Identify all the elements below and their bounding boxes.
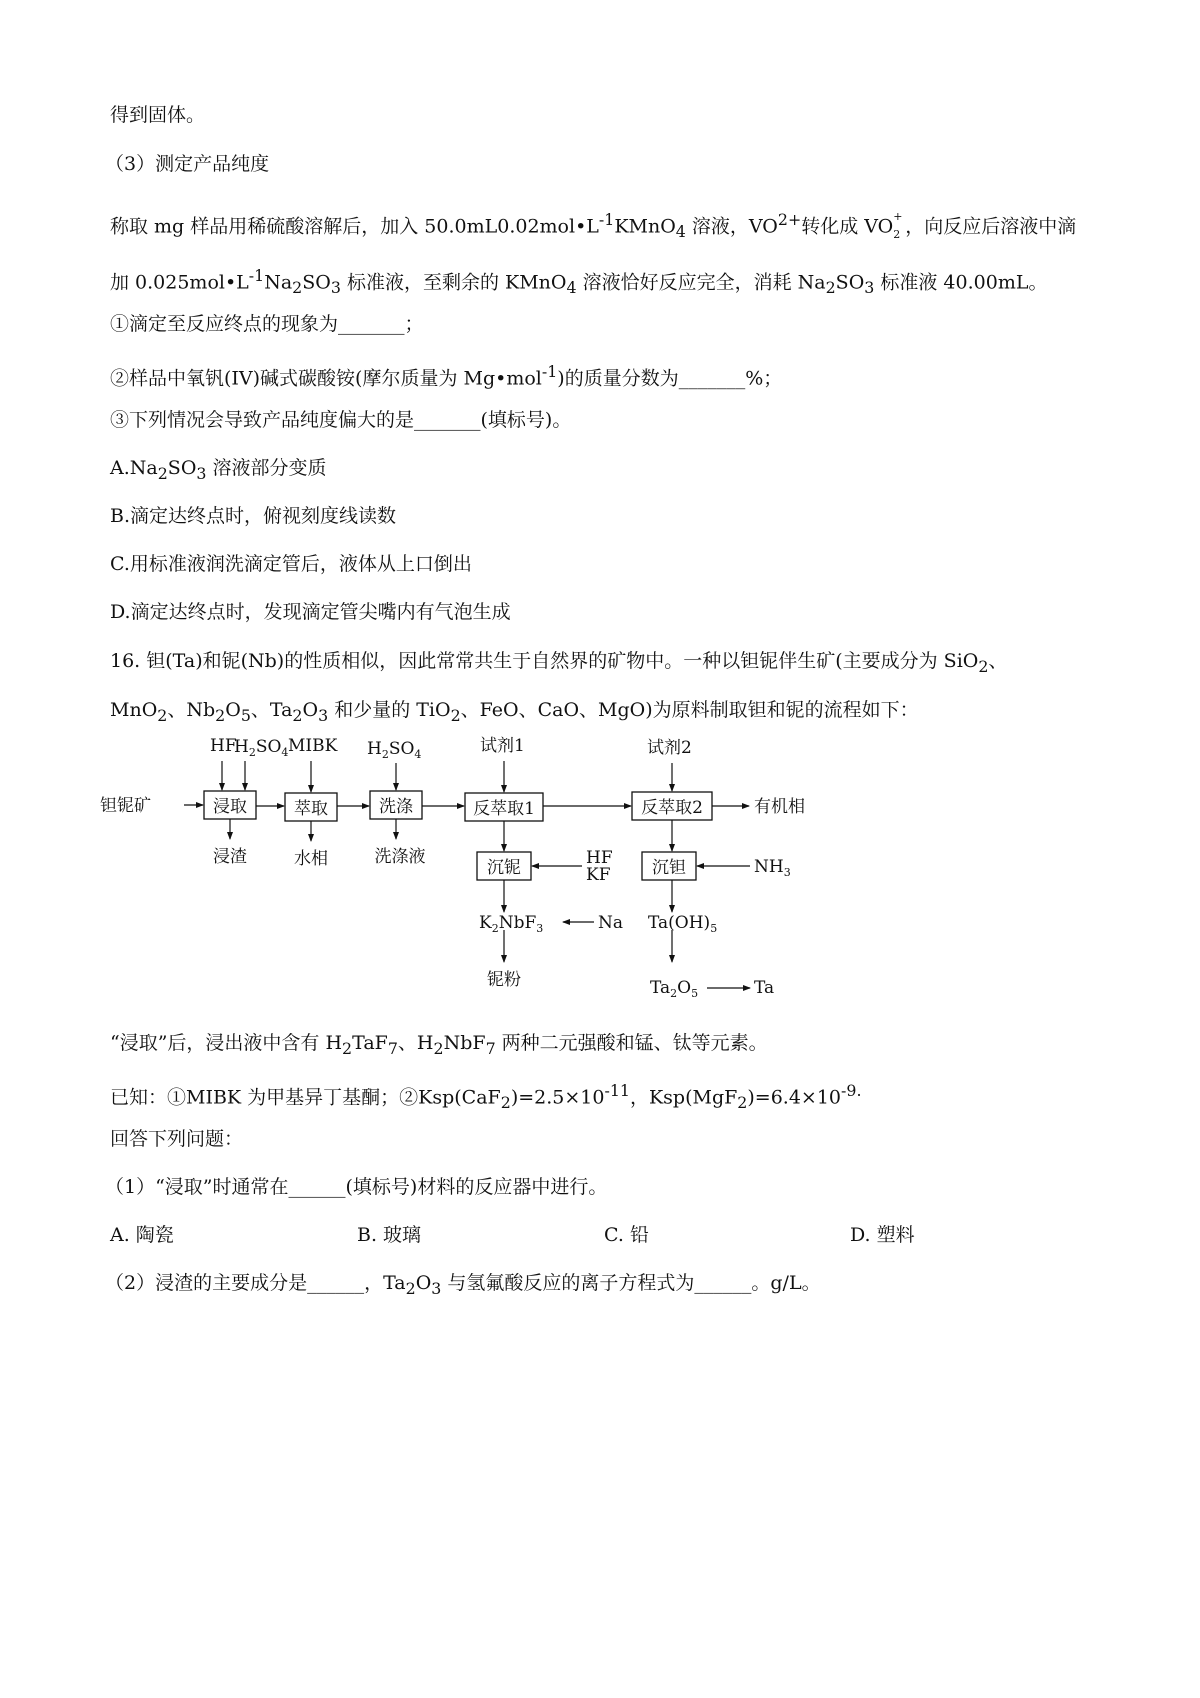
- choice-c: C.用标准液润洗滴定管后，液体从上口倒出: [110, 553, 472, 575]
- question-2: （2）浸渣的主要成分是______，$Ta_2O_3$ 与氢氟酸反应的离子方程式为______。g/L。: [105, 1272, 821, 1298]
- svg-text:试剂2: 试剂2: [647, 738, 692, 758]
- svg-text:NH3: $NH_3$: [754, 857, 791, 879]
- text-line: “浸取”后，浸出液中含有 $H_2TaF_7$、$H_2NbF_7$ 两种二元强酸和锰、钛等元素。: [110, 1032, 768, 1058]
- svg-text:洗涤液: 洗涤液: [374, 847, 426, 867]
- text-line: 称取 mg 样品用稀硫酸溶解后，加入 $50.0mL0.02mol•L^{-1}KMnO_4$ 溶液，$VO^{2+}$转化成 VO + 2 ，向反应后溶液中滴: [110, 210, 1077, 242]
- text-line: ③下列情况会导致产品纯度偏大的是_______(填标号)。: [110, 409, 572, 431]
- svg-text:HF: HF: [210, 736, 237, 756]
- text-line: 得到固体。: [110, 104, 206, 126]
- svg-text:铌粉: 铌粉: [487, 970, 521, 990]
- option-d: D. 塑料: [850, 1224, 915, 1246]
- question-16-intro: 16. 钽(Ta)和铌(Nb)的性质相似，因此常常共生于自然界的矿物中。一种以钽铌伴生矿(主要成分为 SiO$_2$、: [110, 650, 1008, 676]
- svg-text:Ta(OH)5: $Ta(OH)_5$: [648, 913, 718, 935]
- svg-text:浸取: 浸取: [213, 797, 247, 817]
- svg-text:反萃取2: 反萃取2: [641, 798, 703, 818]
- svg-text:K2NbF3: $K_2NbF_3$: [479, 913, 544, 935]
- svg-text:Ta: Ta: [754, 978, 775, 998]
- svg-text:反萃取1: 反萃取1: [473, 799, 535, 819]
- svg-text:水相: 水相: [294, 849, 328, 869]
- svg-text:H2SO4: $H_2SO_4$: [367, 739, 422, 761]
- known-conditions: 已知：①MIBK 为甲基异丁基酮；$②Ksp(CaF_2)=2.5\times 10^{-11}$，$Ksp(MgF_2)=6.4\times 10^{-9.}$: [110, 1081, 862, 1113]
- svg-text:萃取: 萃取: [294, 799, 328, 819]
- choice-b: B.滴定达终点时，俯视刻度线读数: [110, 505, 397, 527]
- svg-text:沉铌: 沉铌: [487, 858, 521, 878]
- svg-text:H2SO4: $H_2SO_4$: [234, 737, 289, 759]
- process-flow-diagram: [100, 725, 840, 1010]
- option-c: C. 铅: [604, 1224, 649, 1246]
- text-line: MnO$_2$、$Nb_2O_5$、$Ta_2O_3$ 和少量的 TiO$_2$、FeO、CaO、MgO)为原料制取钽和铌的流程如下：: [110, 699, 919, 725]
- choice-d: D.滴定达终点时，发现滴定管尖嘴内有气泡生成: [110, 601, 511, 623]
- option-a: A. 陶瓷: [110, 1224, 174, 1246]
- svg-text:浸渣: 浸渣: [213, 847, 247, 867]
- text-line: 回答下列问题：: [110, 1128, 244, 1150]
- question-1: （1）“浸取”时通常在______(填标号)材料的反应器中进行。: [105, 1176, 608, 1198]
- text-line: ①滴定至反应终点的现象为_______；: [110, 313, 424, 335]
- svg-text:MIBK: MIBK: [288, 736, 338, 756]
- svg-text:Ta2O5: $Ta_2O_5$: [650, 978, 699, 1000]
- text-line: ②样品中氧钒(IV)碱式碳酸铵(摩尔质量为 Mg•mol$^{-1}$)的质量分数为_______%；: [110, 362, 783, 390]
- option-b: B. 玻璃: [357, 1224, 422, 1246]
- text-line: 加 $0.025mol•L^{-1}Na_2SO_3$ 标准液，至剩余的 KMnO$_4$ 溶液恰好反应完全，消耗 $Na_2SO_3$ 标准液 40.00mL。: [110, 266, 1048, 298]
- vo2-ion-fraction: + 2: [893, 210, 903, 242]
- svg-text:有机相: 有机相: [754, 797, 805, 817]
- svg-text:Na: Na: [598, 913, 624, 933]
- svg-text:HF: HF: [586, 848, 613, 868]
- ore-label: 钽铌矿: [100, 796, 151, 816]
- svg-text:KF: KF: [586, 865, 611, 885]
- svg-text:试剂1: 试剂1: [480, 736, 525, 756]
- svg-text:沉钽: 沉钽: [652, 858, 686, 878]
- choice-a: $A.Na_2SO_3$ 溶液部分变质: [110, 457, 327, 483]
- subsection-heading: （3）测定产品纯度: [105, 153, 270, 175]
- svg-text:洗涤: 洗涤: [379, 797, 413, 817]
